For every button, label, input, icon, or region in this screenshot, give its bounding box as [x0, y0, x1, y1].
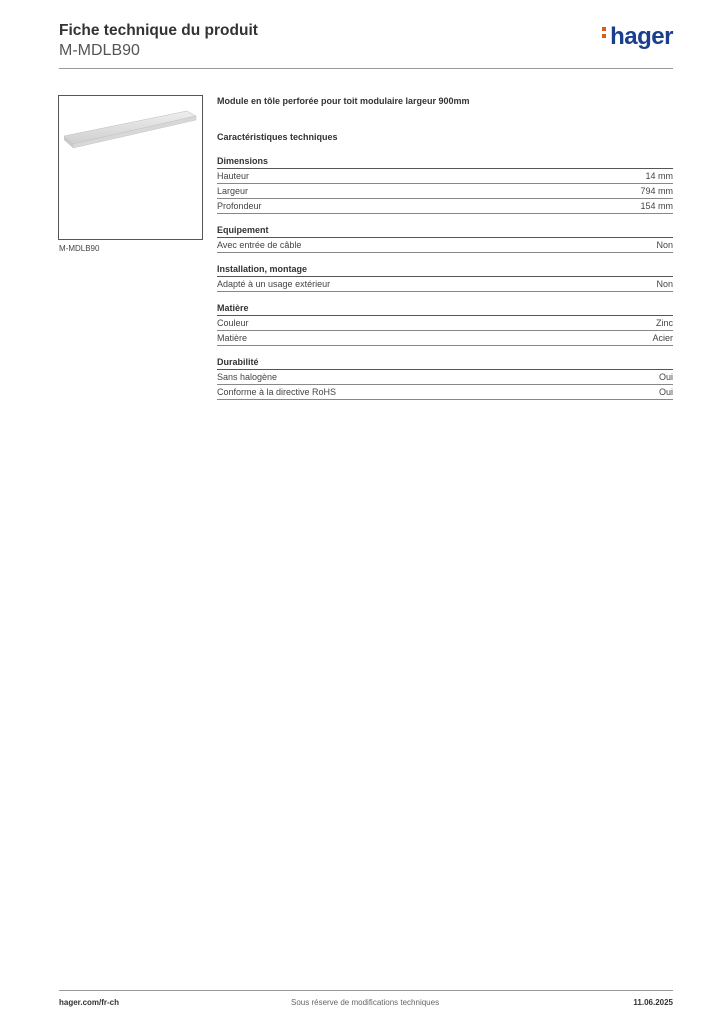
footer-divider: [59, 990, 673, 991]
section-title: Dimensions: [217, 155, 673, 169]
spec-value: Oui: [658, 387, 673, 397]
spec-row: [217, 385, 673, 400]
spec-value: 14 mm: [645, 171, 673, 181]
spec-value: Non: [656, 279, 673, 289]
section-title: Equipement: [217, 224, 673, 238]
spec-section: [217, 356, 673, 400]
page-header: [59, 21, 673, 69]
spec-section: [217, 263, 673, 292]
spec-row: [217, 169, 673, 184]
spec-sections: [217, 155, 673, 400]
footer-website[interactable]: hager.com/fr-ch: [59, 998, 120, 1007]
section-title: Installation, montage: [217, 263, 673, 277]
product-description: Module en tôle perforée pour toit modulaire largeur 900mm: [217, 96, 470, 106]
spec-label: Sans halogène: [217, 372, 278, 382]
spec-label: Avec entrée de câble: [217, 240, 302, 250]
product-image: [58, 95, 203, 240]
section-title: Durabilité: [217, 356, 673, 370]
footer-disclaimer: Sous réserve de modifications techniques: [291, 998, 440, 1007]
spec-label: Conforme à la directive RoHS: [217, 387, 337, 397]
logo-dots-icon: [602, 27, 608, 41]
hager-logo: [602, 23, 673, 51]
spec-value: 154 mm: [640, 201, 673, 211]
spec-content: [217, 95, 673, 400]
spec-value: Oui: [658, 372, 673, 382]
spec-label: Matière: [217, 333, 248, 343]
spec-section: [217, 302, 673, 346]
spec-value: Acier: [652, 333, 673, 343]
spec-section: [217, 224, 673, 253]
header-divider: [59, 68, 673, 69]
spec-heading: Caractéristiques techniques: [217, 132, 338, 142]
spec-label: Adapté à un usage extérieur: [217, 279, 331, 289]
spec-section: [217, 155, 673, 214]
image-caption: M-MDLB90: [59, 244, 100, 253]
spec-row: [217, 331, 673, 346]
spec-value: 794 mm: [640, 186, 673, 196]
footer-date: 11.06.2025: [633, 998, 673, 1007]
logo-text: hager: [610, 23, 673, 50]
spec-label: Couleur: [217, 318, 249, 328]
spec-row: [217, 277, 673, 292]
spec-row: [217, 184, 673, 199]
page-title: Fiche technique du produit: [59, 22, 258, 39]
spec-row: [217, 370, 673, 385]
spec-label: Profondeur: [217, 201, 262, 211]
product-code: M-MDLB90: [59, 42, 140, 59]
spec-row: [217, 199, 673, 214]
spec-label: Largeur: [217, 186, 249, 196]
perforated-sheet-illustration: [59, 96, 202, 239]
spec-row: [217, 316, 673, 331]
section-title: Matière: [217, 302, 673, 316]
spec-value: Zinc: [655, 318, 673, 328]
spec-label: Hauteur: [217, 171, 250, 181]
spec-row: [217, 238, 673, 253]
spec-value: Non: [656, 240, 673, 250]
